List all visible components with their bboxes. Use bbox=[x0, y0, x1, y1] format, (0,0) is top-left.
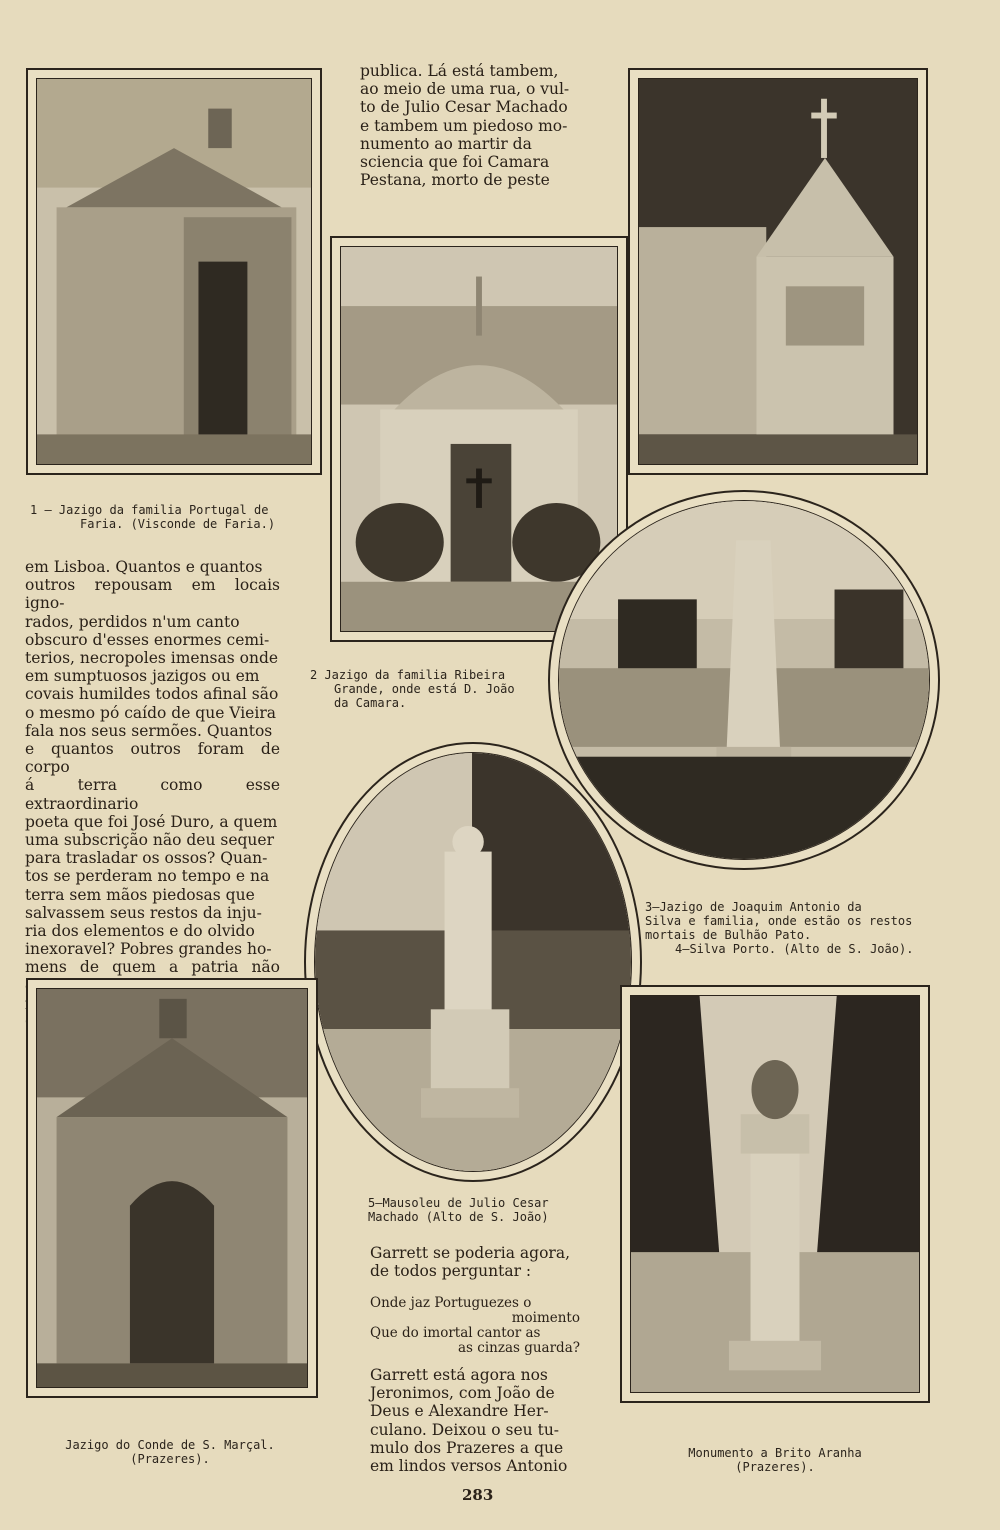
caption-line: mortais de Bulhão Pato. bbox=[645, 928, 812, 942]
photo-jazigo-conde-de-s-marcal bbox=[36, 988, 308, 1388]
text-line: to de Julio Cesar Machado bbox=[360, 98, 568, 117]
text-line: o mesmo pó caído de que Vieira bbox=[25, 703, 276, 722]
photo-jazigo-ribeira-grande bbox=[340, 246, 618, 632]
page-number: 283 bbox=[462, 1486, 494, 1504]
caption-3-4 bbox=[645, 900, 945, 956]
text-line: outros repousam em locais igno- bbox=[25, 576, 280, 613]
text-line: publica. Lá está tambem, bbox=[360, 62, 559, 80]
article-column-mid-bottom-intro bbox=[370, 1244, 580, 1280]
text-line: em Lisboa. Quantos e quantos bbox=[25, 558, 263, 576]
caption-line: (Prazeres). bbox=[735, 1460, 815, 1474]
text-line: Garrett se poderia agora, bbox=[370, 1244, 571, 1262]
text-line: Pestana, morto de peste bbox=[360, 171, 550, 190]
photo-frame-3 bbox=[628, 68, 928, 475]
photo-frame-1 bbox=[26, 68, 322, 475]
text-line: ria dos elementos e do olvido bbox=[25, 922, 255, 941]
verse-line: Onde jaz Portuguezes o bbox=[370, 1295, 532, 1311]
text-line: obscuro d'esses enormes cemi- bbox=[25, 630, 270, 649]
caption-line: Faria. (Visconde de Faria.) bbox=[80, 517, 276, 531]
text-line: uma subscrição não deu sequer bbox=[25, 831, 274, 850]
caption-line: 5—Mausoleu de Julio Cesar bbox=[368, 1196, 549, 1210]
caption-line: Jazigo do Conde de S. Marçal. bbox=[65, 1438, 275, 1452]
text-line: e tambem um piedoso mo- bbox=[360, 116, 568, 135]
text-line: sciencia que foi Camara bbox=[360, 153, 550, 172]
caption-6 bbox=[30, 1438, 310, 1466]
text-line: Deus e Alexandre Her- bbox=[370, 1402, 549, 1421]
caption-2 bbox=[310, 668, 550, 710]
text-line: covais humildes todos afinal são bbox=[25, 685, 279, 704]
photo-frame-5-oval bbox=[304, 742, 642, 1182]
photo-jazigo-joaquim-antonio-da-silva bbox=[638, 78, 918, 465]
caption-line: 3—Jazigo de Joaquim Antonio da bbox=[645, 900, 862, 914]
caption-line: Machado (Alto de S. João) bbox=[368, 1210, 549, 1224]
caption-line: Monumento a Brito Aranha bbox=[688, 1446, 862, 1460]
text-line: em sumptuosos jazigos ou em bbox=[25, 667, 260, 686]
verse-line: as cinzas guarda? bbox=[458, 1340, 580, 1356]
caption-line: Silva e familia, onde estão os restos bbox=[645, 914, 913, 928]
article-column-mid-top bbox=[360, 62, 588, 189]
photo-silva-porto-monument bbox=[558, 500, 930, 860]
text-line: de todos perguntar : bbox=[370, 1262, 532, 1281]
caption-7 bbox=[630, 1446, 920, 1474]
text-line: para trasladar os ossos? Quan- bbox=[25, 849, 268, 868]
text-line: á terra como esse extraordinario bbox=[25, 776, 280, 813]
photo-mausoleu-julio-cesar-machado bbox=[314, 752, 632, 1172]
text-line: terios, necropoles imensas onde bbox=[25, 649, 279, 668]
article-column-mid-bottom-end bbox=[370, 1366, 580, 1475]
text-line: rados, perdidos n'um canto bbox=[25, 612, 240, 631]
verse-quote bbox=[370, 1296, 580, 1356]
text-line: mens de quem a patria não bbox=[25, 958, 280, 977]
caption-line: da Camara. bbox=[334, 696, 407, 710]
caption-line: (Prazeres). bbox=[130, 1452, 210, 1466]
text-line: fala nos seus sermões. Quantos bbox=[25, 721, 273, 740]
text-line: salvassem seus restos da inju- bbox=[25, 903, 262, 922]
article-column-left bbox=[25, 558, 280, 1031]
text-line: Jeronimos, com João de bbox=[370, 1384, 555, 1403]
caption-line: 1 — Jazigo da familia Portugal de bbox=[30, 503, 269, 517]
photo-jazigo-portugal-de-faria bbox=[36, 78, 312, 465]
verse-line: moimento bbox=[511, 1310, 580, 1326]
caption-5 bbox=[368, 1196, 598, 1224]
caption-line: Grande, onde está D. João bbox=[334, 682, 515, 696]
photo-frame-7 bbox=[620, 985, 930, 1403]
verse-line: Que do imortal cantor as bbox=[370, 1325, 541, 1341]
photo-frame-6 bbox=[26, 978, 318, 1398]
text-line: Garrett está agora nos bbox=[370, 1366, 548, 1384]
text-line: inexoravel? Pobres grandes ho- bbox=[25, 940, 272, 959]
text-line: mulo dos Prazeres a que bbox=[370, 1438, 564, 1457]
text-line: tos se perderam no tempo e na bbox=[25, 867, 270, 886]
text-line: numento ao martir da bbox=[360, 134, 532, 153]
text-line: e quantos outros foram de corpo bbox=[25, 740, 280, 777]
text-line: culano. Deixou o seu tu- bbox=[370, 1420, 560, 1439]
text-line: poeta que foi José Duro, a quem bbox=[25, 812, 278, 831]
photo-monumento-brito-aranha bbox=[630, 995, 920, 1393]
text-line: terra sem mãos piedosas que bbox=[25, 885, 255, 904]
caption-line: 4—Silva Porto. (Alto de S. João). bbox=[675, 942, 914, 956]
caption-line: 2 Jazigo da familia Ribeira bbox=[310, 668, 506, 682]
photo-frame-4-oval bbox=[548, 490, 940, 870]
text-line: ao meio de uma rua, o vul- bbox=[360, 80, 570, 99]
text-line: em lindos versos Antonio bbox=[370, 1457, 568, 1476]
caption-1 bbox=[30, 503, 320, 531]
